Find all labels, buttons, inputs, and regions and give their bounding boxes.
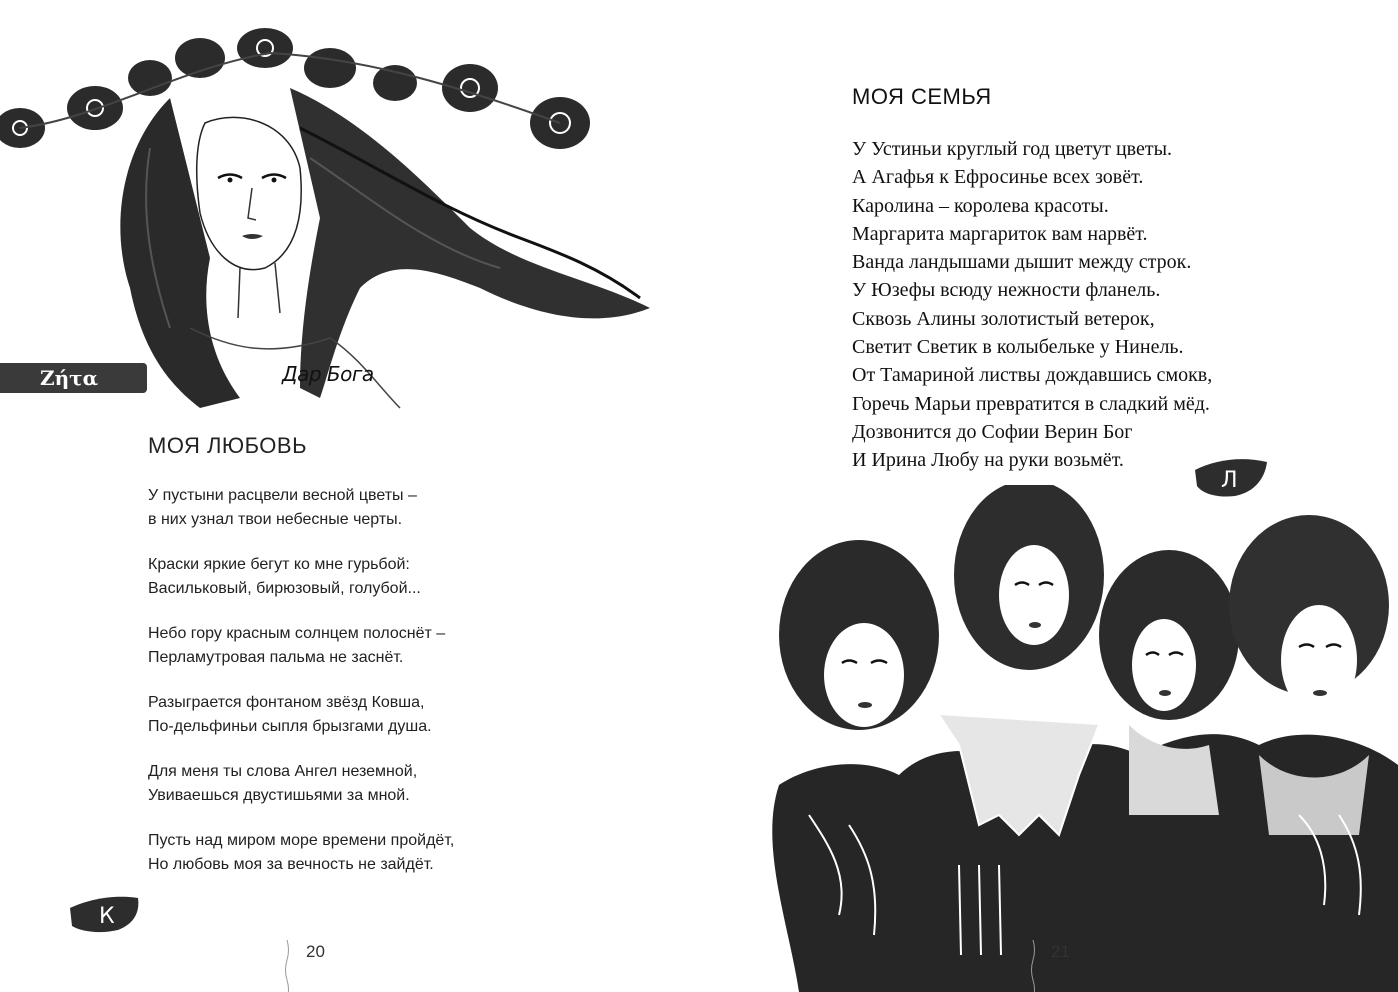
poem-line: Пусть над миром море времени пройдёт, [148,832,455,849]
poem-line: Дозвонится до Софии Верин Бог [852,420,1133,443]
letter-mark-text: К [99,904,115,929]
poem-title: МОЯ ЛЮБОВЬ [148,433,308,458]
stanza [148,484,568,531]
poem-line: Сквозь Алины золотистый ветерок, [852,307,1155,330]
poem-line: Разыграется фонтаном звёзд Ковша, [148,694,425,711]
poem-line: У Устиньи круглый год цветут цветы. [852,138,1173,160]
page-divider-line [282,940,292,992]
poem-line: По-дельфиньи сыпля брызгами душа. [148,717,432,735]
poem-line: У пустыни расцвели весной цветы – [148,487,417,504]
page-number: 20 [306,942,325,961]
section-tab: Ζήτα [0,363,147,393]
poem-line: Васильковый, бирюзовый, голубой... [148,579,421,597]
poem-title: МОЯ СЕМЬЯ [852,84,992,109]
poem-line: Светит Светик в колыбельке у Нинель. [852,336,1184,359]
poem-line: От Тамариной листвы дождавшись смокв, [852,364,1213,387]
page-divider-line [1028,940,1038,992]
stanza [148,622,568,669]
stanza [148,691,568,738]
poem-line: Горечь Марьи превратится в сладкий мёд. [852,392,1210,415]
four-women-portrait-illustration [699,485,1398,992]
illustration-caption: Дар Бога [282,362,374,386]
poem-line: Ванда ландышами дышит между строк. [852,251,1192,274]
poem-line: И Ирина Любу на руки возьмёт. [852,449,1124,472]
poem-line: Маргарита маргариток вам нарвёт. [852,222,1148,245]
right-page [699,0,1398,992]
poem-line: Но любовь моя за вечность не зайдёт. [148,855,434,873]
poem-line: Краски яркие бегут ко мне гурьбой: [148,556,410,573]
poem-body [852,135,1302,475]
poem-line: Каролина – королева красоты. [852,194,1109,217]
poem-line: А Агафья к Ефросинье всех зовёт. [852,166,1144,189]
stanza [148,829,568,876]
poem-line: в них узнал твои небесные черты. [148,510,403,528]
poem-line: Перламутровая пальма не заснёт. [148,648,404,666]
poem-line: Увиваешься двустишьями за мной. [148,786,410,804]
poem-body [148,484,568,898]
stanza [148,760,568,807]
poem-line: У Юзефы всюду нежности фланель. [852,279,1161,302]
letter-k-brush-mark [62,884,146,946]
poem-line: Для меня ты слова Ангел неземной, [148,763,418,780]
stanza [148,553,568,600]
poem-line: Небо гору красным солнцем полоснёт – [148,625,446,642]
letter-mark-text: Л [1221,468,1238,493]
page-number: 21 [1051,942,1070,961]
